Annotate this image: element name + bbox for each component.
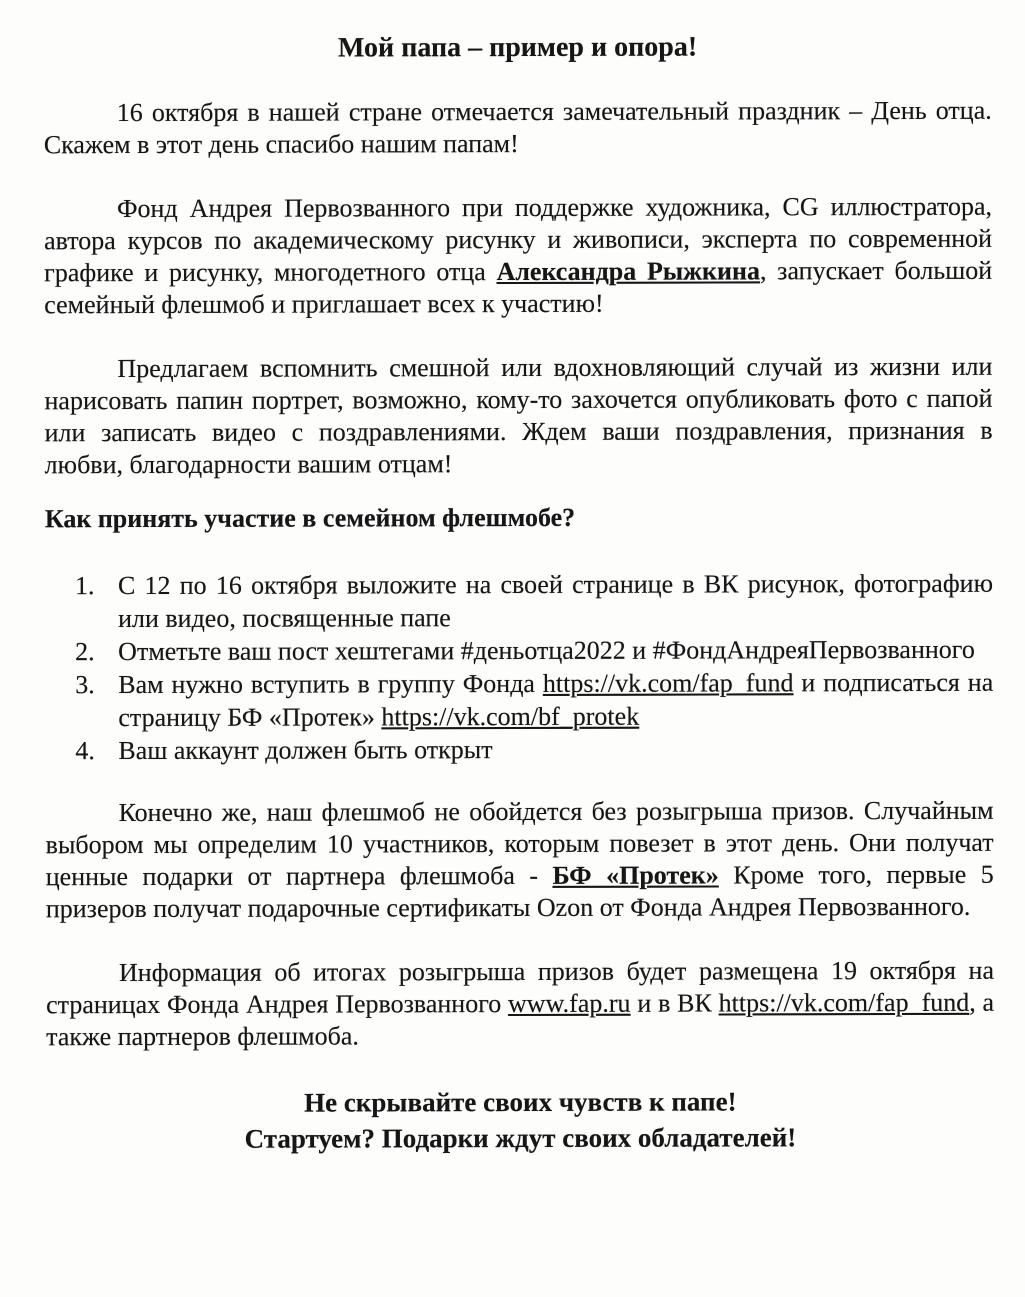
step-item-3 bbox=[45, 666, 993, 734]
how-to-participate-heading: Как принять участие в семейном флешмобе? bbox=[44, 502, 576, 534]
closing-line-2: Стартуем? Подарки ждут своих обладателей! bbox=[244, 1122, 797, 1154]
paragraph-results-info bbox=[46, 955, 994, 1053]
link-vk-bf-protek[interactable]: https://vk.com/bf_protek bbox=[381, 701, 640, 732]
closing-line-1: Не скрывайте своих чувств к папе! bbox=[304, 1086, 737, 1118]
link-vk-fap-fund-results[interactable]: https://vk.com/fap_fund bbox=[718, 987, 970, 1018]
document-content bbox=[44, 29, 995, 1157]
prizes-text-before: Конечно же, наш флешмоб не обойдется без розыгрыша призов. Случайным выбором мы определим 10 участников, которым повезет в этот день. Они получат ценные подарки от партнера флешмоба - bbox=[45, 795, 994, 892]
step-number-4: 4. bbox=[75, 736, 95, 766]
step-number-2: 2. bbox=[75, 637, 95, 667]
step-number-1: 1. bbox=[74, 571, 95, 601]
paragraph-invitation: Предлагаем вспомнить смешной или вдохновляющий случай из жизни или нарисовать папин портрет, возможно, кому-то захочется опубликовать фото с папой или записать видео с поздравлениями. Ждем ваши поздравления, признания в любви, благодарности вашим отцам! bbox=[44, 351, 993, 480]
paragraph-prizes bbox=[46, 795, 994, 925]
prizes-text-after: Кроме того, первые 5 призеров получат подарочные сертификаты Ozon от Фонда Андрея Первозванного. bbox=[45, 859, 994, 924]
step-text-1: С 12 по 16 октября выложите на своей странице в ВК рисунок, фотографию или видео, посвященные папе bbox=[117, 568, 994, 634]
participation-steps-list bbox=[45, 567, 994, 767]
fund-announcement-text-before: Фонд Андрея Первозванного при поддержке художника, CG иллюстратора, автора курсов по академическому рисунку и живописи, эксперта по современной графике и рисунку, многодетного отца bbox=[44, 191, 993, 288]
results-text-before: Информация об итогах розыгрыша призов будет размещена 19 октября на страницах Фонда Андрея Первозванного bbox=[46, 955, 995, 1020]
results-text-middle: и в ВК bbox=[630, 988, 719, 1018]
step-text-4: Ваш аккаунт должен быть открыт bbox=[118, 735, 493, 766]
step-item-4 bbox=[45, 732, 993, 767]
fund-announcement-text-after: , запускает большой семейный флешмоб и приглашает всех к участию! bbox=[44, 255, 993, 320]
paragraph-fund-announcement bbox=[44, 191, 992, 321]
step-item-1 bbox=[45, 567, 993, 635]
document-title: Мой папа – пример и опора! bbox=[337, 31, 698, 64]
step-text-2: Отметьте ваш пост хештегами #деньотца2022 и #ФондАндреяПервозванного bbox=[118, 634, 975, 667]
step-text-3-before: Вам нужно вступить в группу Фонда bbox=[118, 668, 543, 700]
link-fap-ru[interactable]: www.fap.ru bbox=[507, 988, 631, 1019]
step-text-3-middle: и подписаться на страницу БФ «Протек» bbox=[118, 667, 994, 733]
step-item-2 bbox=[45, 633, 993, 668]
step-number-3: 3. bbox=[75, 670, 95, 700]
link-vk-fap-fund[interactable]: https://vk.com/fap_fund bbox=[542, 668, 794, 698]
paragraph-intro: 16 октября в нашей стране отмечается замечательный праздник – День отца. Скажем в этот день спасибо нашим папам! bbox=[43, 95, 992, 160]
closing-slogan bbox=[46, 1083, 994, 1157]
results-text-after: , а также партнеров флешмоба. bbox=[46, 987, 995, 1052]
artist-name-emphasis: Александра Рыжкина bbox=[496, 256, 760, 287]
partner-name-emphasis: БФ «Протек» bbox=[552, 860, 719, 890]
